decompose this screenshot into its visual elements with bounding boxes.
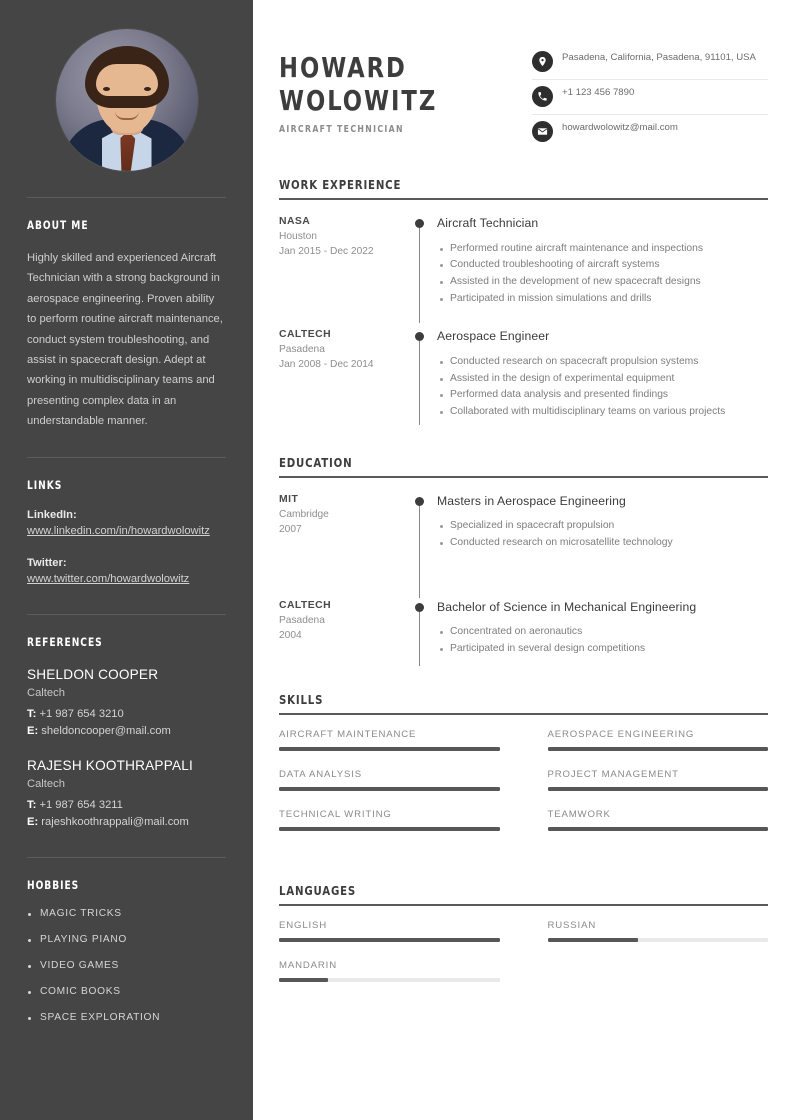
work-entry-body	[437, 329, 768, 420]
language-bar-fill	[279, 978, 328, 982]
skill-label: PROJECT MANAGEMENT	[547, 768, 679, 780]
last-name: WOLOWITZ	[279, 84, 438, 118]
list-item: COMIC BOOKS	[27, 986, 226, 997]
avatar	[56, 29, 198, 171]
work-entry-bullets	[437, 241, 768, 308]
links-heading: LINKS	[27, 478, 63, 493]
link-url-twitter[interactable]: www.twitter.com/howardwolowitz	[27, 572, 190, 585]
skill-bar-fill	[548, 787, 769, 791]
education-entry-dates: 2004	[279, 629, 302, 641]
link-item-twitter	[27, 557, 226, 588]
timeline-dot-icon	[415, 603, 424, 612]
languages-grid	[279, 920, 768, 1000]
work-entry	[279, 307, 768, 420]
skills-heading: SKILLS	[279, 691, 324, 707]
work-entry-dates: Jan 2015 - Dec 2022	[279, 246, 374, 258]
sidebar-divider	[27, 614, 226, 615]
work-experience-heading: WORK EXPERIENCE	[279, 177, 402, 192]
reference-phone-label: T:	[27, 798, 37, 811]
envelope-icon	[532, 121, 553, 142]
education-entry-bullets	[437, 624, 768, 657]
portrait-eye-right	[144, 87, 151, 91]
reference-phone	[27, 798, 226, 814]
contact-phone: +1 123 456 7890	[562, 87, 635, 98]
profile-photo-wrapper	[27, 29, 226, 171]
skill-item	[548, 729, 769, 751]
skill-bar-track	[548, 827, 769, 831]
language-bar-track	[279, 938, 500, 942]
work-entry	[279, 200, 768, 307]
name-block	[279, 41, 455, 135]
list-item: Collaborated with multidisciplinary teams on various projects	[437, 404, 768, 421]
work-entry-city: Pasadena	[279, 344, 325, 356]
language-label: MANDARIN	[279, 959, 337, 971]
skill-label: TECHNICAL WRITING	[279, 808, 392, 820]
reference-email-value: rajeshkoothrappali@mail.com	[41, 816, 189, 829]
work-entry-dates: Jan 2008 - Dec 2014	[279, 359, 374, 371]
work-entry-meta	[279, 216, 415, 307]
education-entry-dates: 2007	[279, 523, 302, 535]
reference-phone-label: T:	[27, 707, 37, 720]
reference-org: Caltech	[27, 686, 65, 699]
timeline	[415, 600, 437, 658]
contact-row-address	[532, 45, 768, 80]
language-bar-fill	[548, 938, 638, 942]
list-item: MAGIC TRICKS	[27, 908, 226, 919]
work-entry-bullets	[437, 354, 768, 421]
list-item: Conducted research on spacecraft propulsion systems	[437, 354, 768, 371]
reference-org: Caltech	[27, 777, 65, 790]
references-heading: REFERENCES	[27, 635, 103, 650]
list-item: Participated in mission simulations and drills	[437, 291, 768, 308]
list-item: Conducted research on microsatellite technology	[437, 535, 768, 552]
skill-bar-track	[279, 787, 500, 791]
list-item: Conducted troubleshooting of aircraft systems	[437, 257, 768, 274]
section-education	[279, 455, 768, 658]
link-url-linkedin[interactable]: www.linkedin.com/in/howardwolowitz	[27, 525, 210, 538]
list-item: Specialized in spacecraft propulsion	[437, 518, 768, 535]
education-entry-role: Masters in Aerospace Engineering	[437, 493, 626, 508]
language-bar-track	[548, 938, 769, 942]
work-entry-city: Houston	[279, 231, 317, 242]
education-entry-body	[437, 494, 768, 552]
sidebar-divider	[27, 457, 226, 458]
hobbies-heading: HOBBIES	[27, 878, 80, 893]
hobbies-list	[27, 908, 226, 1023]
work-entry-body	[437, 216, 768, 307]
reference-name: SHELDON COOPER	[27, 667, 159, 683]
resume-header	[279, 41, 768, 149]
education-entry	[279, 552, 768, 658]
skill-label: AEROSPACE ENGINEERING	[547, 728, 695, 740]
link-item-linkedin	[27, 509, 226, 540]
reference-name: RAJESH KOOTHRAPPALI	[27, 758, 193, 774]
skill-bar-fill	[279, 787, 500, 791]
reference-email	[27, 815, 226, 831]
sidebar	[0, 0, 253, 1120]
contact-address: Pasadena, California, Pasadena, 91101, USA	[562, 52, 756, 63]
reference-phone-value: +1 987 654 3210	[39, 707, 124, 720]
job-title: AIRCRAFT TECHNICIAN	[279, 124, 404, 136]
work-entry-meta	[279, 329, 415, 420]
timeline-dot-icon	[415, 219, 424, 228]
list-item: VIDEO GAMES	[27, 960, 226, 971]
skill-item	[279, 769, 500, 791]
skill-bar-fill	[279, 747, 500, 751]
work-entry-role: Aircraft Technician	[437, 216, 539, 230]
skill-item	[279, 809, 500, 831]
skill-bar-fill	[548, 827, 769, 831]
language-item	[279, 960, 500, 982]
about-me-heading: ABOUT ME	[27, 218, 89, 232]
sidebar-divider	[27, 857, 226, 858]
timeline-dot-icon	[415, 332, 424, 341]
timeline-dot-icon	[415, 497, 424, 506]
work-entry-role: Aerospace Engineer	[437, 329, 550, 344]
phone-icon	[532, 86, 553, 107]
skill-bar-fill	[279, 827, 500, 831]
timeline	[415, 216, 437, 307]
section-languages	[279, 883, 768, 1000]
skill-label: DATA ANALYSIS	[279, 768, 363, 780]
reference-email-value: sheldoncooper@mail.com	[41, 725, 171, 738]
contact-row-email	[532, 115, 768, 149]
about-me-text: Highly skilled and experienced Aircraft Technician with a strong background in aerospace engineering. Proven ability to perform routine aircraft maintenance, conduct system troubleshooting, and assist in spacecraft design. Adept at working in multidisciplinary teams and presenting complex data in an understandable manner.	[27, 252, 223, 427]
reference-email	[27, 724, 226, 740]
list-item: Performed data analysis and presented findings	[437, 387, 768, 404]
skill-bar-track	[548, 747, 769, 751]
language-bar-track	[279, 978, 500, 982]
language-item	[548, 920, 769, 942]
skill-label: AIRCRAFT MAINTENANCE	[279, 728, 417, 740]
work-entry-org: CALTECH	[279, 329, 332, 341]
timeline-line	[419, 607, 420, 666]
education-entry-meta	[279, 494, 415, 552]
section-rule	[279, 713, 768, 715]
reference-item	[27, 666, 226, 740]
list-item: Assisted in the design of experimental equipment	[437, 371, 768, 388]
education-entry-org: CALTECH	[279, 599, 332, 611]
list-item: Assisted in the development of new spacecraft designs	[437, 274, 768, 291]
skills-grid	[279, 729, 768, 849]
skill-label: TEAMWORK	[547, 808, 611, 820]
education-entry-city: Pasadena	[279, 614, 325, 626]
languages-heading: LANGUAGES	[279, 882, 357, 898]
language-label: ENGLISH	[279, 919, 328, 931]
location-pin-icon	[532, 51, 553, 72]
education-entry-meta	[279, 600, 415, 658]
link-label: Twitter:	[27, 556, 67, 569]
skill-bar-track	[548, 787, 769, 791]
skill-bar-fill	[548, 747, 769, 751]
section-work-experience	[279, 177, 768, 421]
timeline	[415, 494, 437, 552]
section-skills	[279, 692, 768, 849]
education-entry	[279, 478, 768, 552]
reference-phone	[27, 707, 226, 723]
portrait-hair	[85, 46, 169, 108]
education-entry-org: MIT	[279, 493, 299, 505]
main-content	[253, 0, 794, 1120]
link-label: LinkedIn:	[27, 509, 77, 522]
skill-bar-track	[279, 827, 500, 831]
skill-item	[279, 729, 500, 751]
reference-phone-value: +1 987 654 3211	[39, 798, 123, 811]
language-label: RUSSIAN	[547, 919, 597, 931]
list-item: SPACE EXPLORATION	[27, 1012, 226, 1023]
reference-email-label: E:	[27, 816, 39, 829]
contact-row-phone	[532, 80, 768, 115]
timeline	[415, 329, 437, 420]
contact-block	[532, 41, 768, 149]
education-entry-role: Bachelor of Science in Mechanical Engineering	[437, 599, 697, 614]
list-item: Concentrated on aeronautics	[437, 624, 768, 641]
list-item: PLAYING PIANO	[27, 934, 226, 945]
skill-item	[548, 809, 769, 831]
sidebar-divider	[27, 197, 226, 198]
education-entry-city: Cambridge	[279, 508, 329, 520]
list-item: Performed routine aircraft maintenance and inspections	[437, 241, 768, 258]
reference-email-label: E:	[27, 725, 39, 738]
contact-email: howardwolowitz@mail.com	[562, 122, 678, 133]
language-bar-fill	[279, 938, 500, 942]
first-name: HOWARD	[279, 51, 407, 84]
education-entry-body	[437, 600, 768, 658]
list-item: Participated in several design competitions	[437, 641, 768, 658]
education-entry-bullets	[437, 518, 768, 551]
reference-item	[27, 757, 226, 831]
work-entry-org: NASA	[279, 216, 311, 227]
language-item	[279, 920, 500, 942]
portrait-eye-left	[103, 87, 110, 91]
skill-item	[548, 769, 769, 791]
education-heading: EDUCATION	[279, 454, 353, 470]
skill-bar-track	[279, 747, 500, 751]
section-rule	[279, 904, 768, 906]
timeline-line	[419, 336, 420, 424]
